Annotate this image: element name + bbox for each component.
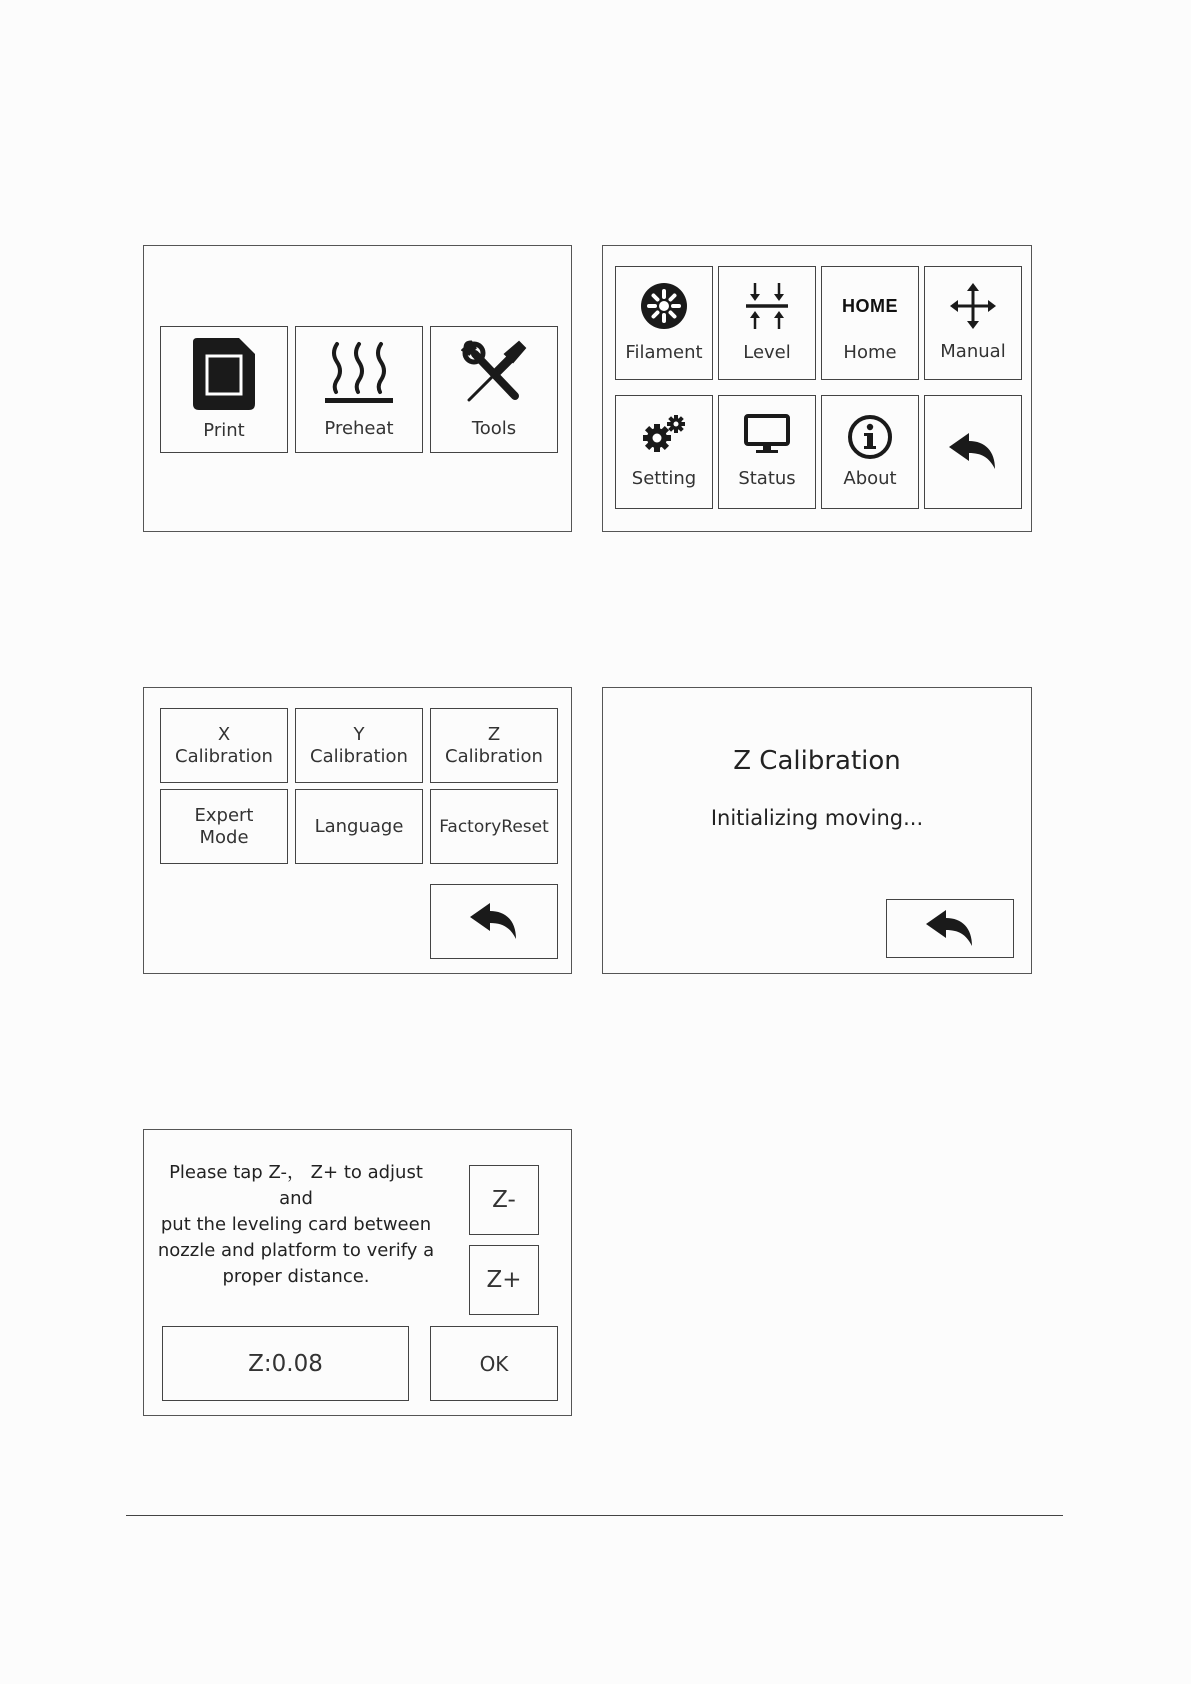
- instruction-line: proper distance.: [222, 1266, 370, 1287]
- preheat-button[interactable]: [295, 326, 423, 453]
- z-minus-button[interactable]: [469, 1165, 539, 1235]
- tools-button[interactable]: [430, 326, 558, 453]
- filament-button[interactable]: [615, 266, 713, 380]
- level-label: Level: [743, 342, 791, 363]
- z-calibration-screen: [602, 687, 1032, 974]
- manual-button[interactable]: [924, 266, 1022, 380]
- print-button[interactable]: [160, 326, 288, 453]
- back-arrow-icon: [926, 910, 974, 948]
- manual-label: Manual: [940, 341, 1006, 362]
- z-value-display: [162, 1326, 409, 1401]
- page-divider: [126, 1515, 1063, 1516]
- tools-icon: [461, 340, 527, 406]
- back-button[interactable]: [430, 884, 558, 959]
- x-calibration-line2: Calibration: [175, 745, 273, 767]
- level-icon: [744, 282, 790, 330]
- preheat-label: Preheat: [324, 417, 394, 439]
- z-calibration-line1: Z: [487, 723, 501, 745]
- tools-menu-screen: [602, 245, 1032, 532]
- x-calibration-button[interactable]: [160, 708, 288, 783]
- z-calibration-button[interactable]: [430, 708, 558, 783]
- level-button[interactable]: [718, 266, 816, 380]
- about-button[interactable]: [821, 395, 919, 509]
- language-label: Language: [314, 815, 404, 837]
- print-label: Print: [203, 419, 245, 441]
- expert-mode-button[interactable]: [160, 789, 288, 864]
- instruction-line: Please tap Z-， Z+ to adjust and: [169, 1162, 423, 1209]
- ok-button[interactable]: [430, 1326, 558, 1401]
- home-text-icon: HOME: [842, 296, 898, 316]
- main-menu-screen: [143, 245, 572, 532]
- info-icon: [847, 414, 893, 460]
- settings-menu-screen: [143, 687, 572, 974]
- home-label: Home: [843, 342, 897, 363]
- back-arrow-icon: [470, 903, 518, 941]
- z-plus-button[interactable]: [469, 1245, 539, 1315]
- z-calibration-title: Z Calibration: [733, 746, 901, 776]
- factory-reset-button[interactable]: [430, 789, 558, 864]
- z-value: Z:0.08: [248, 1350, 323, 1377]
- heat-icon: [323, 340, 395, 404]
- z-minus-label: Z-: [492, 1187, 516, 1213]
- back-button[interactable]: [924, 395, 1022, 509]
- y-calibration-line2: Calibration: [310, 745, 408, 767]
- tools-label: Tools: [471, 417, 517, 439]
- y-calibration-line1: Y: [353, 723, 365, 745]
- x-calibration-line1: X: [217, 723, 231, 745]
- move-arrows-icon: [950, 283, 996, 329]
- back-button[interactable]: [886, 899, 1014, 958]
- back-arrow-icon: [949, 433, 997, 471]
- ok-label: OK: [479, 1351, 509, 1376]
- language-button[interactable]: [295, 789, 423, 864]
- setting-label: Setting: [631, 468, 697, 489]
- z-plus-label: Z+: [486, 1267, 522, 1293]
- home-button[interactable]: [821, 266, 919, 380]
- expert-mode-line1: Expert: [194, 804, 254, 826]
- status-label: Status: [738, 468, 796, 489]
- y-calibration-button[interactable]: [295, 708, 423, 783]
- filament-icon: [640, 282, 688, 330]
- setting-button[interactable]: [615, 395, 713, 509]
- instruction-line: nozzle and platform to verify a: [157, 1240, 435, 1261]
- expert-mode-line2: Mode: [199, 826, 249, 848]
- z-adjust-screen: [143, 1129, 572, 1416]
- z-adjust-instructions: [156, 1160, 436, 1290]
- z-calibration-line2: Calibration: [445, 745, 543, 767]
- about-label: About: [843, 468, 897, 489]
- instruction-line: put the leveling card between: [160, 1214, 432, 1235]
- filament-label: Filament: [625, 342, 703, 363]
- sd-card-icon: [193, 338, 255, 410]
- factory-reset-label: FactoryReset: [439, 816, 549, 837]
- gears-icon: [641, 414, 687, 454]
- status-button[interactable]: [718, 395, 816, 509]
- z-calibration-status: Initializing moving...: [710, 806, 924, 830]
- monitor-icon: [744, 414, 790, 454]
